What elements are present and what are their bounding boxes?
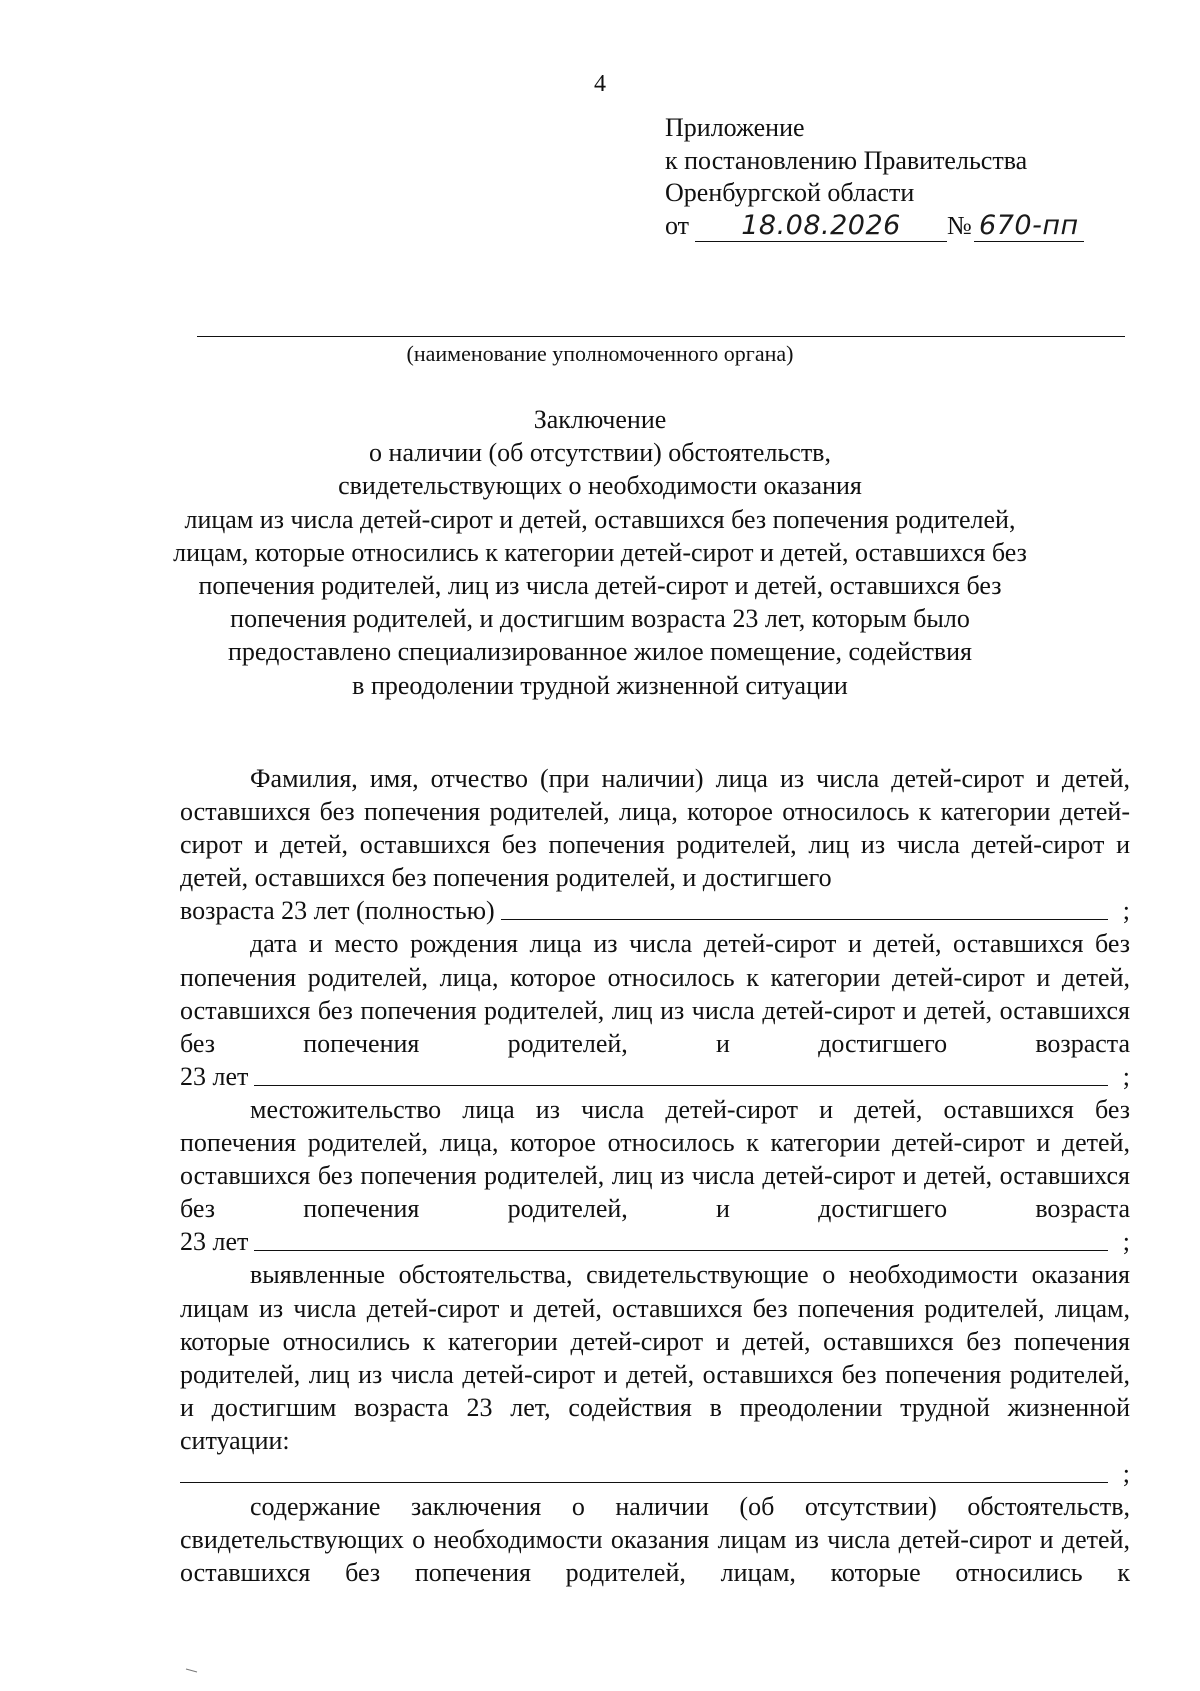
residence-field-tail: 23 лет	[180, 1227, 249, 1257]
circumstances-fill-line	[180, 1482, 1108, 1483]
birth-field-row	[180, 1060, 1130, 1093]
appendix-header	[665, 112, 1084, 242]
semicolon: ;	[1122, 1061, 1130, 1091]
title-line: лицам, которые относились к категории детей-сирот и детей, оставшихся без	[173, 537, 1027, 567]
fio-fill-line	[501, 919, 1108, 920]
title-line: свидетельствующих о необходимости оказания	[338, 471, 862, 501]
form-body	[180, 762, 1130, 1589]
title-line: попечения родителей, и достигшим возраста 23 лет, которым было	[230, 604, 970, 634]
conclusion-content-label: содержание заключения о наличии (об отсутствии) обстоятельств, свидетельствующих о необходимости оказания лицам из числа детей-сирот и детей, оставшихся без попечения родителей, лицам, которые относились к	[180, 1492, 1130, 1588]
page-number: 4	[594, 71, 606, 97]
date-prefix: от	[665, 210, 690, 240]
handwritten-date: 18.08.2026	[695, 211, 947, 242]
authority-caption: (наименование уполномоченного органа)	[406, 341, 794, 366]
birth-field-tail: 23 лет	[180, 1061, 249, 1091]
title-line: Заключение	[533, 405, 667, 434]
title-line: попечения родителей, лиц из числа детей-сирот и детей, оставшихся без	[198, 571, 1002, 601]
residence-field-row	[180, 1225, 1130, 1258]
semicolon: ;	[1122, 896, 1130, 926]
circumstances-field-label: выявленные обстоятельства, свидетельствующие о необходимости оказания лицам из числа детей-сирот и детей, оставшихся без попечения родителей, лицам, которые относились к категории детей-сирот и детей, оставшихся без попечения родителей, лиц из числа детей-сирот и детей, оставшихся без попечения родителей, и достигшим возраста 23 лет, содействия в преодолении трудной жизненной ситуации:	[180, 1260, 1130, 1455]
residence-fill-line	[254, 1250, 1108, 1251]
semicolon: ;	[1122, 1227, 1130, 1257]
birth-fill-line	[254, 1085, 1108, 1086]
authority-fill-line	[197, 336, 1125, 337]
handwritten-number: 670-пп	[974, 211, 1084, 242]
title-line: о наличии (об отсутствии) обстоятельств,	[369, 438, 831, 468]
number-sign: №	[947, 210, 972, 240]
circumstances-field-row	[180, 1457, 1130, 1490]
fio-field-row	[180, 894, 1130, 927]
title-line: лицам из числа детей-сирот и детей, оставшихся без попечения родителей,	[184, 504, 1016, 534]
title-line: в преодолении трудной жизненной ситуации	[352, 670, 848, 700]
title-line: предоставлено специализированное жилое помещение, содействия	[227, 637, 972, 667]
fio-field-label: Фамилия, имя, отчество (при наличии) лица из числа детей-сирот и детей, оставшихся без попечения родителей, лица, которое относилось к категории детей-сирот и детей, оставшихся без попечения родителей, лиц из числа детей-сирот и детей, оставшихся без попечения родителей, и достигшего	[180, 764, 1130, 893]
appendix-date-row	[665, 210, 1084, 243]
birth-field-label: дата и место рождения лица из числа детей-сирот и детей, оставшихся без попечения родителей, лица, которое относилось к категории детей-сирот и детей, оставшихся без попечения родителей, лиц из числа детей-сирот и детей, оставшихся без попечения родителей, и достигшего возраста	[180, 929, 1130, 1058]
appendix-line-3: Оренбургской области	[665, 178, 915, 207]
document-title	[100, 403, 1100, 702]
scan-speck	[185, 1668, 199, 1674]
fio-field-tail: возраста 23 лет (полностью)	[180, 896, 495, 926]
residence-field-label: местожительство лица из числа детей-сирот и детей, оставшихся без попечения родителей, лица, которое относилось к категории детей-сирот и детей, оставшихся без попечения родителей, лиц из числа детей-сирот и детей, оставшихся без попечения родителей, и достигшего возраста	[180, 1094, 1130, 1224]
appendix-line-2: к постановлению Правительства	[665, 145, 1028, 175]
semicolon: ;	[1122, 1458, 1130, 1488]
appendix-title: Приложение	[665, 113, 805, 142]
